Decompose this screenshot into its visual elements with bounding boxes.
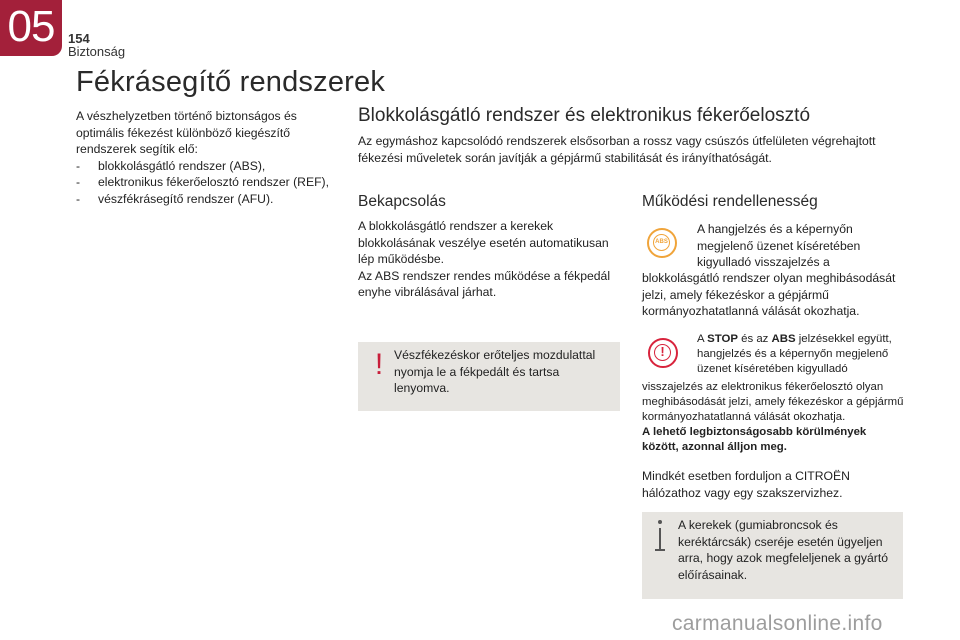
abs-section-heading: Blokkolásgátló rendszer és elektronikus fékerőelosztó: [358, 105, 811, 126]
info-note-text: A kerekek (gumiabroncsok és keréktárcsák) cseréje esetén ügyeljen arra, hogy azok megfeleljenek a gyártó előírásainak.: [678, 518, 889, 582]
stop-fault-lead-text: [697, 332, 902, 377]
brake-warning-lamp-icon: [648, 338, 678, 368]
activation-paragraph-2: Az ABS rendszer rendes működése a fékpedál enyhe vibrálásával járhat.: [358, 268, 611, 299]
page-number: 154: [68, 31, 90, 46]
activation-text: [358, 218, 620, 301]
abs-warning-lamp-icon: [647, 228, 677, 258]
abs-fault-lead-text: A hangjelzés és a képernyőn megjelenő üzenet kíséretében kigyulladó visszajelzés a: [697, 222, 861, 269]
list-item-text: vészfékrásegítő rendszer (AFU).: [98, 191, 274, 206]
info-icon: [652, 520, 668, 552]
bullet-dash: -: [76, 191, 81, 206]
activation-heading: Bekapcsolás: [358, 193, 446, 210]
intro-block: [76, 108, 336, 207]
exclamation-icon: !: [374, 348, 384, 381]
abs-section-description: Az egymáshoz kapcsolódó rendszerek elsősorban a rossz vagy csúszós útfelületen végrehajtott fékezési műveletek során javítják a gépjármű stabilitását és irányíthatóságát.: [358, 134, 876, 165]
page-title: Fékrásegítő rendszerek: [76, 66, 386, 98]
stop-fault-continuation-text: visszajelzés az elektronikus fékerőelosztó olyan meghibásodását jelzi, amely fékezéskor a gépjármű kormányozhatatlanná válását okozhatja.: [642, 381, 904, 423]
list-item: [76, 174, 336, 191]
warning-note: [358, 342, 620, 411]
chapter-tab: 05: [0, 0, 62, 56]
stop-lead-part: A: [697, 333, 708, 345]
list-item: [76, 191, 336, 208]
bullet-dash: -: [76, 158, 81, 173]
stop-fault-continuation: [642, 380, 904, 455]
activation-paragraph-1: A blokkolásgátló rendszer a kerekek blokkolásának veszélye esetén automatikusan lép működésbe.: [358, 219, 609, 266]
section-name: Biztonság: [68, 44, 126, 59]
list-item-text: elektronikus fékerőelosztó rendszer (REF),: [98, 175, 329, 189]
stop-immediately-warning: A lehető legbiztonságosabb körülmények között, azonnal álljon meg.: [642, 426, 867, 453]
list-item: [76, 158, 336, 175]
info-note: [642, 512, 903, 599]
stop-lead-part: jelzésekkel együtt, hangjelzés és a képernyőn megjelenő üzenet kíséretében kigyulladó: [697, 333, 892, 375]
watermark: carmanualsonline.info: [672, 612, 883, 635]
warning-note-text: Vészfékezéskor erőteljes mozdulattal nyomja le a fékpedált és tartsa lenyomva.: [394, 348, 596, 395]
bullet-dash: -: [76, 175, 81, 189]
intro-list: [76, 158, 336, 208]
contact-dealer-text: Mindkét esetben forduljon a CITROËN hálózathoz vagy egy szakszervizhez.: [642, 469, 850, 500]
brake-lamp-label: !: [654, 344, 671, 361]
malfunction-heading: Működési rendellenesség: [642, 193, 818, 210]
stop-word: STOP: [707, 333, 738, 345]
abs-lamp-label: ABS: [653, 234, 670, 251]
intro-text: A vészhelyzetben történő biztonságos és optimális fékezést különböző kiegészítő rendszerek segítik elő:: [76, 109, 297, 156]
list-item-text: blokkolásgátló rendszer (ABS),: [98, 158, 266, 173]
abs-fault-continuation-text: blokkolásgátló rendszer olyan meghibásodását jelzi, amely fékezéskor a gépjármű kormányozhatatlanná válását okozhatja.: [642, 271, 896, 318]
abs-word: ABS: [771, 333, 796, 345]
stop-lead-part: és az: [737, 333, 772, 345]
